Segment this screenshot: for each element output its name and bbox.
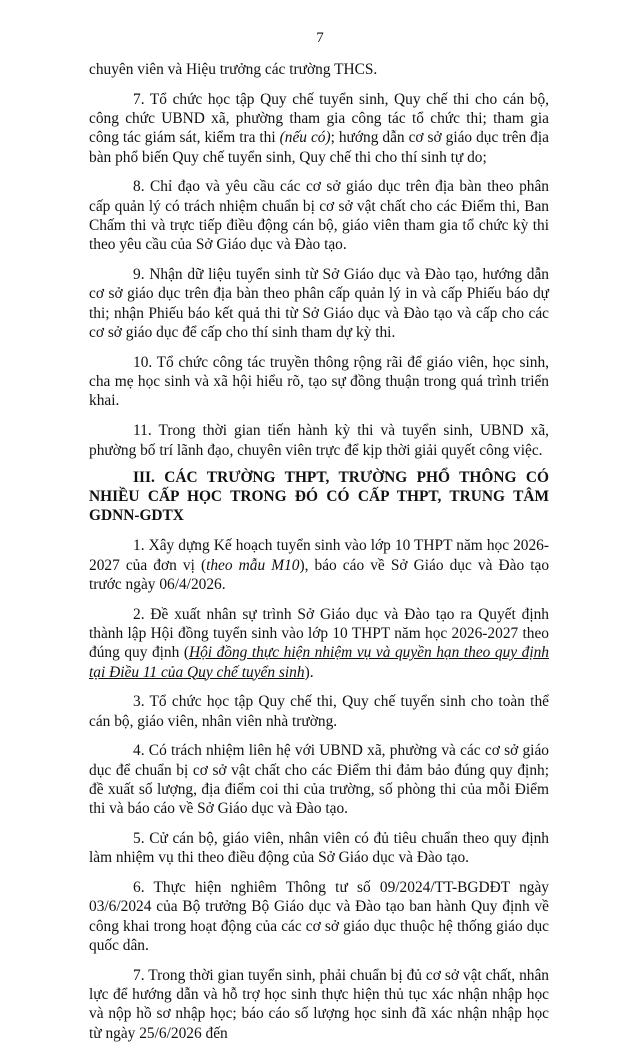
paragraph-item-10: 10. Tổ chức công tác truyền thông rộng rãi để giáo viên, học sinh, cha mẹ học sinh và xã hội hiểu rõ, tạo sự đồng thuận trong quá trình triển khai.: [89, 353, 549, 410]
paragraph-text: 1. Xây dựng Kế hoạch tuyển sinh vào lớp 10 THPT năm học 2026-2027 của đơn vị (: [89, 537, 549, 574]
italic-note: (nếu có): [279, 129, 331, 147]
paragraph-item-7: [89, 90, 549, 167]
italic-note: theo mẫu M10: [206, 556, 300, 574]
paragraph-section3-item-2: [89, 605, 549, 682]
italic-underlined-note: Hội đồng thực hiện nhiệm vụ và quyền hạn theo quy định tại Điều 11 của Quy chế tuyển sinh: [89, 644, 549, 681]
paragraph-item-11: 11. Trong thời gian tiến hành kỳ thi và tuyển sinh, UBND xã, phường bố trí lãnh đạo, chuyên viên trực để kịp thời giải quyết công việc.: [89, 422, 549, 459]
paragraph-item-9: 9. Nhận dữ liệu tuyển sinh từ Sở Giáo dục và Đào tạo, hướng dẫn cơ sở giáo dục trên địa bàn theo phân cấp quản lý in và cấp Phiếu báo dự thi; nhận Phiếu báo kết quả thi từ Sở Giáo dục và Đào tạo và cấp cho các cơ sở giáo dục để cấp cho thí sinh tham dự kỳ thi.: [89, 266, 549, 342]
paragraph-section3-item-5: 5. Cử cán bộ, giáo viên, nhân viên có đủ tiêu chuẩn theo quy định làm nhiệm vụ thi theo điều động của Sở Giáo dục và Đào tạo.: [89, 830, 549, 867]
paragraph-continuation: chuyên viên và Hiệu trưởng các trường THCS.: [89, 61, 378, 78]
paragraph-section3-item-3: 3. Tổ chức học tập Quy chế thi, Quy chế tuyển sinh cho toàn thể cán bộ, giáo viên, nhân viên nhà trường.: [89, 693, 549, 730]
paragraph-item-8: 8. Chỉ đạo và yêu cầu các cơ sở giáo dục trên địa bàn theo phân cấp quản lý có trách nhiệm chuẩn bị cơ sở vật chất cho các Điểm thi, Ban Chấm thi và trực tiếp điều động cán bộ, giáo viên tham gia tổ chức kỳ thi theo yêu cầu của Sở Giáo dục và Đào tạo.: [89, 178, 549, 254]
paragraph-section3-item-4: 4. Có trách nhiệm liên hệ với UBND xã, phường và các cơ sở giáo dục để chuẩn bị cơ sở vật chất cho các Điểm thi đảm bảo đúng quy định; đề xuất số lượng, địa điểm coi thi của trường, số phòng thi của mỗi Điểm thi và báo cáo về Sở Giáo dục và Đào tạo.: [89, 742, 549, 818]
paragraph-text: 2. Đề xuất nhân sự trình Sở Giáo dục và Đào tạo ra Quyết định thành lập Hội đồng tuyển sinh vào lớp 10 THPT năm học 2026-2027 theo đúng quy định (: [89, 605, 549, 662]
paragraph-text: 7. Tổ chức học tập Quy chế tuyển sinh, Quy chế thi cho cán bộ, công chức UBND xã, phường tham gia công tác tổ chức thi; tham gia công tác giám sát, kiểm tra thi: [89, 90, 549, 147]
paragraph-section3-item-1: [89, 536, 549, 594]
paragraph-section3-item-6: 6. Thực hiện nghiêm Thông tư số 09/2024/TT-BGDĐT ngày 03/6/2024 của Bộ trưởng Bộ Giáo dục và Đào tạo ban hành Quy định về công khai trong hoạt động của các cơ sở giáo dục thuộc hệ thống giáo dục quốc dân.: [89, 879, 549, 955]
paragraph-text: ; hướng dẫn cơ sở giáo dục trên địa bàn phổ biến Quy chế tuyển sinh, Quy chế thi cho thí sinh tự do;: [89, 129, 549, 166]
page-number: 7: [316, 30, 324, 46]
paragraph-text: ), báo cáo về Sở Giáo dục và Đào tạo trước ngày 06/4/2026.: [89, 556, 550, 593]
paragraph-section3-item-7: 7. Trong thời gian tuyển sinh, phải chuẩn bị đủ cơ sở vật chất, nhân lực để hướng dẫn và hỗ trợ học sinh thực hiện thủ tục xác nhận nhập học và nộp hồ sơ nhập học; báo cáo số lượng học sinh đã xác nhận nhập học từ ngày 25/6/2026 đến: [89, 966, 549, 1042]
paragraph-text: ).: [304, 663, 314, 681]
section-heading: III. CÁC TRƯỜNG THPT, TRƯỜNG PHỔ THÔNG CÓ NHIỀU CẤP HỌC TRONG ĐÓ CÓ CẤP THPT, TRUNG TÂM GDNN-GDTX: [89, 468, 549, 525]
